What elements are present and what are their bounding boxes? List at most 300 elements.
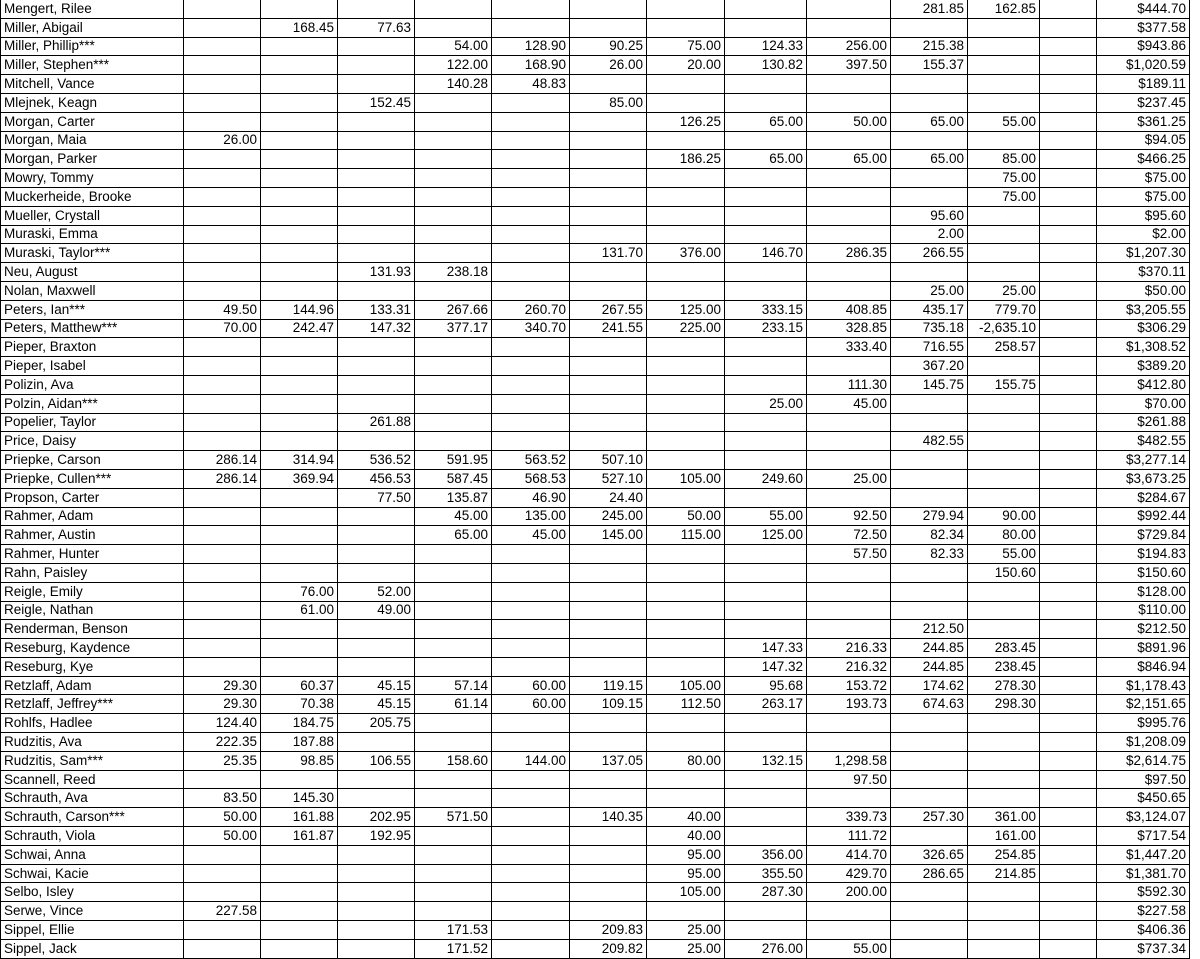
table-row xyxy=(1,827,1190,846)
amount-cell xyxy=(570,845,647,864)
amount-cell xyxy=(807,357,891,376)
amount-cell xyxy=(261,413,338,432)
total-cell: $1,208.09 xyxy=(1097,733,1190,752)
amount-cell: 147.33 xyxy=(725,639,807,658)
amount-cell: 55.00 xyxy=(968,112,1040,131)
amount-cell xyxy=(647,657,725,676)
amount-cell: 215.38 xyxy=(891,37,968,56)
amount-cell: 50.00 xyxy=(647,507,725,526)
amount-cell xyxy=(184,281,261,300)
amount-cell xyxy=(1040,56,1097,75)
amount-cell: 735.18 xyxy=(891,319,968,338)
amount-cell xyxy=(415,789,492,808)
table-row xyxy=(1,37,1190,56)
table-row xyxy=(1,639,1190,658)
amount-cell: 482.55 xyxy=(891,432,968,451)
amount-cell: 333.40 xyxy=(807,338,891,357)
amount-cell xyxy=(570,263,647,282)
total-cell: $1,020.59 xyxy=(1097,56,1190,75)
amount-cell xyxy=(492,601,570,620)
amount-cell: 144.96 xyxy=(261,300,338,319)
amount-cell xyxy=(1040,37,1097,56)
amount-cell: 26.00 xyxy=(184,131,261,150)
amount-cell xyxy=(338,432,415,451)
amount-cell xyxy=(1040,808,1097,827)
amount-cell: 281.85 xyxy=(891,0,968,18)
amount-cell: 111.30 xyxy=(807,375,891,394)
amount-cell xyxy=(184,507,261,526)
amount-cell xyxy=(492,150,570,169)
amount-cell xyxy=(570,770,647,789)
amount-cell: 132.15 xyxy=(725,751,807,770)
amount-cell xyxy=(338,112,415,131)
table-row xyxy=(1,695,1190,714)
amount-cell xyxy=(647,169,725,188)
amount-cell xyxy=(261,75,338,94)
amount-cell xyxy=(807,187,891,206)
amount-cell xyxy=(492,620,570,639)
amount-cell xyxy=(184,75,261,94)
amount-cell: 214.85 xyxy=(968,864,1040,883)
total-cell: $482.55 xyxy=(1097,432,1190,451)
total-cell: $227.58 xyxy=(1097,902,1190,921)
amount-cell xyxy=(570,18,647,37)
amount-cell xyxy=(261,244,338,263)
amount-cell: 674.63 xyxy=(891,695,968,714)
amount-cell xyxy=(261,845,338,864)
amount-cell xyxy=(415,338,492,357)
amount-cell xyxy=(184,357,261,376)
amount-cell xyxy=(261,883,338,902)
amount-cell: 249.60 xyxy=(725,469,807,488)
total-cell: $406.36 xyxy=(1097,921,1190,940)
amount-cell xyxy=(1040,413,1097,432)
student-name-cell: Renderman, Benson xyxy=(1,620,184,639)
amount-cell xyxy=(647,639,725,658)
table-row xyxy=(1,845,1190,864)
amount-cell xyxy=(415,582,492,601)
amount-cell: 65.00 xyxy=(725,112,807,131)
amount-cell: 286.35 xyxy=(807,244,891,263)
total-cell: $729.84 xyxy=(1097,526,1190,545)
amount-cell xyxy=(807,921,891,940)
amount-cell xyxy=(1040,845,1097,864)
amount-cell xyxy=(261,263,338,282)
amount-cell xyxy=(184,18,261,37)
amount-cell xyxy=(891,187,968,206)
amount-cell xyxy=(807,225,891,244)
amount-cell xyxy=(338,864,415,883)
student-name-cell: Neu, August xyxy=(1,263,184,282)
amount-cell: 65.00 xyxy=(891,150,968,169)
amount-cell xyxy=(492,789,570,808)
student-name-cell: Rohlfs, Hadlee xyxy=(1,714,184,733)
amount-cell xyxy=(570,545,647,564)
student-name-cell: Schrauth, Carson*** xyxy=(1,808,184,827)
amount-cell: 46.90 xyxy=(492,488,570,507)
amount-cell: 140.28 xyxy=(415,75,492,94)
amount-cell xyxy=(807,206,891,225)
amount-cell: 435.17 xyxy=(891,300,968,319)
amount-cell xyxy=(570,206,647,225)
amount-cell xyxy=(968,883,1040,902)
amount-cell xyxy=(647,75,725,94)
amount-cell xyxy=(261,357,338,376)
amount-cell xyxy=(492,921,570,940)
amount-cell xyxy=(807,413,891,432)
amount-cell: 82.33 xyxy=(891,545,968,564)
amount-cell: 85.00 xyxy=(570,93,647,112)
amount-cell: 65.00 xyxy=(415,526,492,545)
total-cell: $717.54 xyxy=(1097,827,1190,846)
amount-cell: 26.00 xyxy=(570,56,647,75)
amount-cell: 65.00 xyxy=(725,150,807,169)
amount-cell: 49.00 xyxy=(338,601,415,620)
amount-cell xyxy=(1040,75,1097,94)
amount-cell xyxy=(415,714,492,733)
amount-cell: 45.15 xyxy=(338,676,415,695)
amount-cell xyxy=(968,56,1040,75)
student-name-cell: Pieper, Isabel xyxy=(1,357,184,376)
amount-cell: 333.15 xyxy=(725,300,807,319)
amount-cell xyxy=(1040,131,1097,150)
amount-cell xyxy=(725,733,807,752)
amount-cell: 205.75 xyxy=(338,714,415,733)
amount-cell: 45.00 xyxy=(492,526,570,545)
amount-cell xyxy=(725,488,807,507)
amount-cell: 111.72 xyxy=(807,827,891,846)
amount-cell xyxy=(415,883,492,902)
amount-cell xyxy=(415,244,492,263)
amount-cell xyxy=(261,563,338,582)
amount-cell xyxy=(338,56,415,75)
amount-cell xyxy=(1040,263,1097,282)
amount-cell xyxy=(570,902,647,921)
amount-cell xyxy=(647,582,725,601)
amount-cell: 125.00 xyxy=(725,526,807,545)
amount-cell xyxy=(184,0,261,18)
amount-cell xyxy=(261,37,338,56)
amount-cell: 55.00 xyxy=(725,507,807,526)
amount-cell xyxy=(261,902,338,921)
amount-cell xyxy=(492,263,570,282)
amount-cell xyxy=(492,281,570,300)
amount-cell xyxy=(184,939,261,958)
amount-cell: 109.15 xyxy=(570,695,647,714)
amount-cell xyxy=(807,281,891,300)
total-cell: $3,673.25 xyxy=(1097,469,1190,488)
amount-cell: 286.14 xyxy=(184,469,261,488)
student-name-cell: Schrauth, Viola xyxy=(1,827,184,846)
amount-cell xyxy=(338,225,415,244)
total-cell: $306.29 xyxy=(1097,319,1190,338)
amount-cell xyxy=(807,620,891,639)
amount-cell xyxy=(725,714,807,733)
total-cell: $284.67 xyxy=(1097,488,1190,507)
amount-cell xyxy=(184,582,261,601)
student-name-cell: Retzlaff, Jeffrey*** xyxy=(1,695,184,714)
amount-cell xyxy=(570,394,647,413)
amount-cell: 355.50 xyxy=(725,864,807,883)
amount-cell xyxy=(338,507,415,526)
amount-cell xyxy=(184,545,261,564)
amount-cell: 369.94 xyxy=(261,469,338,488)
amount-cell: 95.68 xyxy=(725,676,807,695)
student-name-cell: Mowry, Tommy xyxy=(1,169,184,188)
amount-cell: -2,635.10 xyxy=(968,319,1040,338)
amount-cell xyxy=(338,939,415,958)
amount-cell: 587.45 xyxy=(415,469,492,488)
amount-cell: 52.00 xyxy=(338,582,415,601)
amount-cell xyxy=(725,432,807,451)
amount-cell: 105.00 xyxy=(647,469,725,488)
amount-cell xyxy=(184,526,261,545)
student-name-cell: Sippel, Ellie xyxy=(1,921,184,940)
amount-cell xyxy=(415,770,492,789)
amount-cell: 57.50 xyxy=(807,545,891,564)
amount-cell: 90.25 xyxy=(570,37,647,56)
amount-cell xyxy=(647,225,725,244)
student-name-cell: Morgan, Parker xyxy=(1,150,184,169)
amount-cell xyxy=(968,488,1040,507)
total-cell: $370.11 xyxy=(1097,263,1190,282)
table-row xyxy=(1,601,1190,620)
table-row xyxy=(1,582,1190,601)
amount-cell: 40.00 xyxy=(647,808,725,827)
amount-cell xyxy=(492,394,570,413)
amount-cell: 135.87 xyxy=(415,488,492,507)
amount-cell: 145.00 xyxy=(570,526,647,545)
amount-cell xyxy=(261,432,338,451)
amount-cell xyxy=(184,413,261,432)
table-row xyxy=(1,300,1190,319)
amount-cell: 287.30 xyxy=(725,883,807,902)
amount-cell xyxy=(1040,281,1097,300)
amount-cell xyxy=(1040,300,1097,319)
amount-cell xyxy=(261,639,338,658)
amount-cell: 95.00 xyxy=(647,864,725,883)
amount-cell xyxy=(807,563,891,582)
amount-cell xyxy=(725,225,807,244)
amount-cell xyxy=(1040,864,1097,883)
amount-cell xyxy=(807,0,891,18)
student-name-cell: Peters, Matthew*** xyxy=(1,319,184,338)
amount-cell xyxy=(492,225,570,244)
amount-cell: 174.62 xyxy=(891,676,968,695)
amount-cell xyxy=(1040,676,1097,695)
amount-cell xyxy=(1040,319,1097,338)
table-row xyxy=(1,56,1190,75)
amount-cell xyxy=(570,714,647,733)
amount-cell xyxy=(1040,0,1097,18)
amount-cell xyxy=(570,0,647,18)
total-cell: $1,207.30 xyxy=(1097,244,1190,263)
amount-cell: 256.00 xyxy=(807,37,891,56)
amount-cell xyxy=(492,939,570,958)
amount-cell xyxy=(261,0,338,18)
amount-cell xyxy=(492,413,570,432)
total-cell: $261.88 xyxy=(1097,413,1190,432)
table-body xyxy=(1,0,1190,958)
student-name-cell: Muraski, Emma xyxy=(1,225,184,244)
amount-cell: 2.00 xyxy=(891,225,968,244)
amount-cell xyxy=(415,657,492,676)
total-cell: $50.00 xyxy=(1097,281,1190,300)
amount-cell xyxy=(1040,902,1097,921)
amount-cell xyxy=(1040,657,1097,676)
amount-cell xyxy=(891,469,968,488)
amount-cell xyxy=(1040,545,1097,564)
amount-cell xyxy=(415,601,492,620)
amount-cell xyxy=(184,169,261,188)
amount-cell xyxy=(725,601,807,620)
amount-cell xyxy=(570,357,647,376)
amount-cell xyxy=(492,169,570,188)
amount-cell xyxy=(415,93,492,112)
amount-cell xyxy=(184,112,261,131)
amount-cell xyxy=(492,770,570,789)
amount-cell xyxy=(891,75,968,94)
amount-cell xyxy=(338,639,415,658)
amount-cell: 314.94 xyxy=(261,451,338,470)
student-name-cell: Pieper, Braxton xyxy=(1,338,184,357)
amount-cell xyxy=(725,131,807,150)
table-row xyxy=(1,169,1190,188)
amount-cell xyxy=(184,883,261,902)
total-cell: $110.00 xyxy=(1097,601,1190,620)
amount-cell xyxy=(415,733,492,752)
amount-cell: 124.33 xyxy=(725,37,807,56)
amount-cell xyxy=(968,75,1040,94)
amount-cell xyxy=(184,563,261,582)
table-row xyxy=(1,469,1190,488)
amount-cell xyxy=(415,281,492,300)
amount-cell xyxy=(261,281,338,300)
total-cell: $237.45 xyxy=(1097,93,1190,112)
amount-cell xyxy=(338,770,415,789)
student-name-cell: Price, Daisy xyxy=(1,432,184,451)
amount-cell xyxy=(338,789,415,808)
amount-cell xyxy=(338,281,415,300)
total-cell: $592.30 xyxy=(1097,883,1190,902)
amount-cell xyxy=(807,18,891,37)
amount-cell xyxy=(647,563,725,582)
amount-cell xyxy=(338,921,415,940)
amount-cell xyxy=(492,657,570,676)
amount-cell xyxy=(415,827,492,846)
amount-cell xyxy=(891,939,968,958)
table-row xyxy=(1,112,1190,131)
amount-cell xyxy=(492,827,570,846)
amount-cell xyxy=(968,939,1040,958)
amount-cell xyxy=(647,432,725,451)
total-cell: $194.83 xyxy=(1097,545,1190,564)
amount-cell xyxy=(184,37,261,56)
student-name-cell: Miller, Phillip*** xyxy=(1,37,184,56)
amount-cell: 245.00 xyxy=(570,507,647,526)
amount-cell xyxy=(184,845,261,864)
amount-cell xyxy=(725,357,807,376)
amount-cell: 48.83 xyxy=(492,75,570,94)
amount-cell xyxy=(891,169,968,188)
amount-cell: 128.90 xyxy=(492,37,570,56)
amount-cell xyxy=(647,263,725,282)
amount-cell xyxy=(807,714,891,733)
amount-cell xyxy=(891,827,968,846)
amount-cell xyxy=(968,469,1040,488)
amount-cell xyxy=(725,563,807,582)
amount-cell xyxy=(968,432,1040,451)
amount-cell xyxy=(415,225,492,244)
amount-cell: 376.00 xyxy=(647,244,725,263)
total-cell: $189.11 xyxy=(1097,75,1190,94)
amount-cell: 60.00 xyxy=(492,695,570,714)
amount-cell xyxy=(1040,883,1097,902)
amount-cell xyxy=(647,93,725,112)
amount-cell xyxy=(338,169,415,188)
amount-cell xyxy=(415,206,492,225)
table-row xyxy=(1,263,1190,282)
total-cell: $70.00 xyxy=(1097,394,1190,413)
amount-cell xyxy=(725,545,807,564)
amount-cell xyxy=(807,169,891,188)
amount-cell xyxy=(570,112,647,131)
amount-cell xyxy=(338,0,415,18)
amount-cell: 257.30 xyxy=(891,808,968,827)
student-name-cell: Scannell, Reed xyxy=(1,770,184,789)
table-row xyxy=(1,902,1190,921)
table-row xyxy=(1,394,1190,413)
amount-cell xyxy=(184,225,261,244)
amount-cell: 377.17 xyxy=(415,319,492,338)
amount-cell: 171.53 xyxy=(415,921,492,940)
amount-cell xyxy=(492,563,570,582)
table-row xyxy=(1,150,1190,169)
amount-cell xyxy=(261,206,338,225)
table-row xyxy=(1,75,1190,94)
student-name-cell: Retzlaff, Adam xyxy=(1,676,184,695)
amount-cell xyxy=(492,93,570,112)
amount-cell: 254.85 xyxy=(968,845,1040,864)
amount-cell xyxy=(184,770,261,789)
amount-cell xyxy=(647,131,725,150)
amount-cell: 98.85 xyxy=(261,751,338,770)
amount-cell: 80.00 xyxy=(968,526,1040,545)
amount-cell: 212.50 xyxy=(891,620,968,639)
total-cell: $97.50 xyxy=(1097,770,1190,789)
table-row xyxy=(1,620,1190,639)
amount-cell: 25.00 xyxy=(725,394,807,413)
amount-cell xyxy=(891,131,968,150)
amount-cell: 152.45 xyxy=(338,93,415,112)
table-row xyxy=(1,375,1190,394)
amount-cell: 25.00 xyxy=(647,939,725,958)
amount-cell xyxy=(184,394,261,413)
total-cell: $75.00 xyxy=(1097,169,1190,188)
amount-cell xyxy=(261,488,338,507)
amount-cell: 50.00 xyxy=(184,827,261,846)
amount-cell: 507.10 xyxy=(570,451,647,470)
amount-cell xyxy=(184,639,261,658)
amount-cell xyxy=(492,545,570,564)
amount-cell: 115.00 xyxy=(647,526,725,545)
amount-cell xyxy=(570,620,647,639)
amount-cell: 202.95 xyxy=(338,808,415,827)
student-name-cell: Muraski, Taylor*** xyxy=(1,244,184,263)
amount-cell xyxy=(492,18,570,37)
amount-cell: 397.50 xyxy=(807,56,891,75)
amount-cell xyxy=(261,620,338,639)
